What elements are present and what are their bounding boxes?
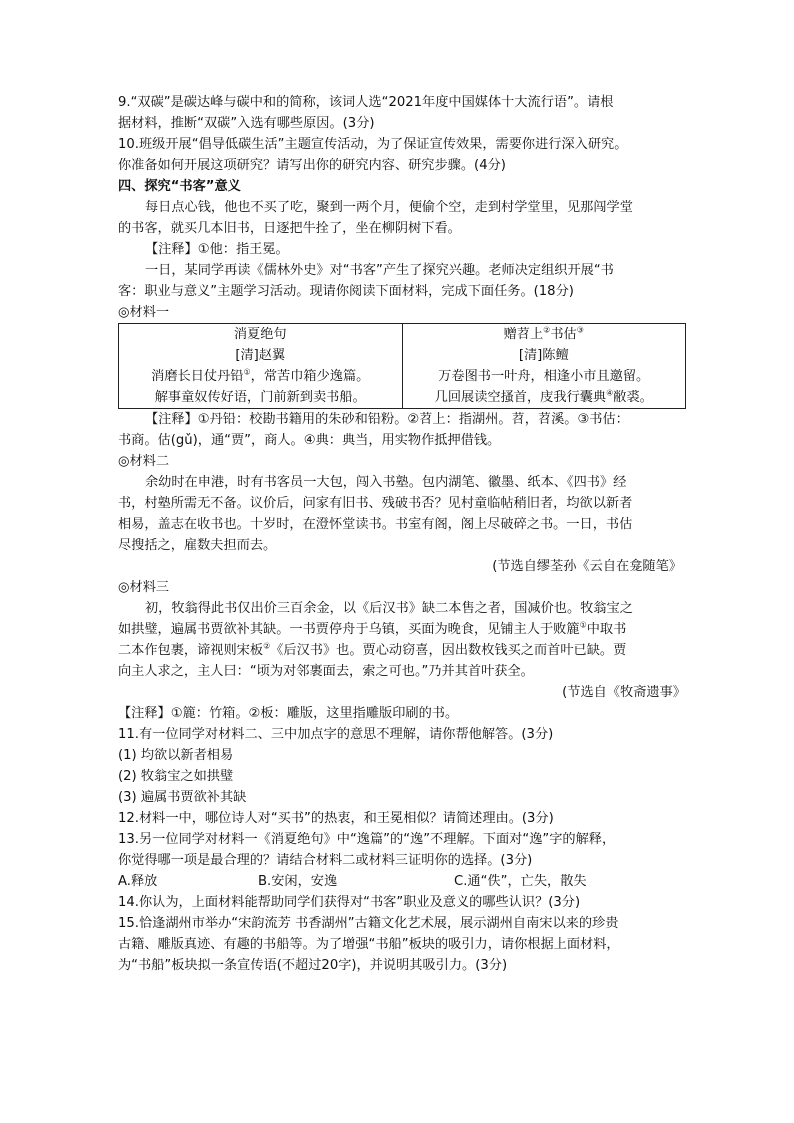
question-9-line-2: 据材料，推断“双碳”入选有哪些原因。(3分) bbox=[118, 116, 375, 131]
material-1-note-line-2: 书商。估(gǔ)，通“贾”，商人。④典：典当，用实物作抵押借钱。 bbox=[118, 433, 501, 448]
intro-passage-line-1: 每日点心钱，他也不买了吃，聚到一两个月，便偷个空，走到村学堂里，见那闯学堂 bbox=[145, 200, 633, 215]
intro-passage-line-2: 的书客，就买几本旧书，日逐把牛拴了，坐在柳阴树下看。 bbox=[118, 221, 461, 236]
question-13-line-1: 13.另一位同学对材料一《消夏绝句》中“逸篇”的“逸”不理解。下面对“逸”字的解释， bbox=[118, 832, 616, 847]
question-10-line-1: 10.班级开展“倡导低碳生活”主题宣传活动，为了保证宣传效果，需要你进行深入研究。 bbox=[118, 137, 628, 152]
poem-left-cell bbox=[119, 324, 403, 409]
option-b: B.安闲，安逸 bbox=[258, 874, 338, 889]
question-13-line-2: 你觉得哪一项是最合理的？请结合材料二或材料三证明你的选择。(3分) bbox=[118, 853, 533, 868]
poem-right-line-2: 几回展读空搔首，庋我行囊典④敝裘。 bbox=[434, 388, 653, 405]
material-3-line-2: 如拱璧，遍属书贾欲补其缺。一书贾停舟于乌镇，买面为晚食，见铺主人于败簏①中取书 bbox=[118, 620, 627, 637]
section-title: 四、探究“书客”意义 bbox=[118, 179, 241, 194]
poem-right-author: [清]陈鳣 bbox=[518, 348, 569, 363]
material-1-note-line-1: 【注释】①丹铅：校勘书籍用的朱砂和铅粉。②苕上：指湖州。苕，苕溪。③书估： bbox=[145, 412, 629, 427]
question-14: 14.你认为，上面材料能帮助同学们获得对“书客”职业及意义的哪些认识？(3分) bbox=[118, 895, 581, 910]
material-3-note: 【注释】①簏：竹箱。②板：雕版，这里指雕版印刷的书。 bbox=[118, 706, 459, 721]
material-3-line-3: 二本作包裹，谛视则宋板②《后汉书》也。贾心动窃喜，因出数枚钱买之而首叶已缺。贾 bbox=[118, 641, 627, 658]
material-3-source: (节选自《牧斋遗事》 bbox=[562, 685, 686, 700]
question-12: 12.材料一中，哪位诗人对“买书”的热衷，和王冕相似？请简述理由。(3分) bbox=[118, 811, 554, 826]
poem-left-line-2: 解事童奴传好语，门前新到卖书船。 bbox=[154, 390, 366, 405]
poem-left-author: [清]赵翼 bbox=[235, 348, 286, 363]
material-2-line-3: 相易，盖志在收书也。十岁时，在澄怀堂读书。书室有阁，阁上尽破碎之书。一日，书估 bbox=[118, 517, 633, 532]
task-intro-line-2: 客：职业与意义”主题学习活动。现请你阅读下面材料，完成下面任务。(18分) bbox=[118, 284, 574, 299]
poem-right-title: 赠苕上②书估③ bbox=[503, 325, 584, 342]
material-2-line-4: 尽搜括之，雇数夫担而去。 bbox=[118, 538, 277, 553]
question-11-item-1: (1) 均欲以新者相易 bbox=[118, 748, 234, 763]
poem-left-line-1: 消磨长日仗丹铅①，常苦巾箱少逸篇。 bbox=[151, 367, 370, 384]
exam-page bbox=[118, 92, 686, 976]
question-13-options bbox=[118, 871, 686, 892]
intro-note: 【注释】①他：指王冕。 bbox=[145, 242, 289, 257]
question-11-item-3: (3) 遍属书贾欲补其缺 bbox=[118, 790, 247, 805]
material-1-label: ◎材料一 bbox=[118, 305, 170, 320]
material-3-line-4: 向主人求之，主人曰：“顷为对邻裹面去，索之可也。”乃并其首叶获全。 bbox=[118, 664, 534, 679]
option-c: C.通“佚”，亡失，散失 bbox=[454, 874, 587, 889]
question-15-line-1: 15.恰逢湖州市举办“宋韵流芳 书香湖州”古籍文化艺术展，展示湖州自南宋以来的珍贵 bbox=[118, 916, 619, 931]
poem-table bbox=[118, 323, 686, 409]
question-10-line-2: 你准备如何开展这项研究？请写出你的研究内容、研究步骤。(4分) bbox=[118, 158, 506, 173]
question-11-item-2: (2) 牧翁宝之如拱璧 bbox=[118, 769, 234, 784]
material-2-source: (节选自缪荃孙《云自在龛随笔》 bbox=[492, 559, 682, 574]
material-3-label: ◎材料三 bbox=[118, 580, 170, 595]
material-3-line-1: 初，牧翁得此书仅出价三百余金，以《后汉书》缺二本售之者，国减价也。牧翁宝之 bbox=[145, 601, 633, 616]
question-9-line-1: 9.“双碳”是碳达峰与碳中和的简称，该词人选“2021年度中国媒体十大流行语”。请根 bbox=[118, 95, 614, 110]
poem-left-title: 消夏绝句 bbox=[233, 327, 287, 342]
option-a: A.释放 bbox=[118, 874, 158, 889]
question-15-line-2: 古籍、雕版真迹、有趣的书船等。为了增强“书船”板块的吸引力，请你根据上面材料， bbox=[118, 937, 620, 952]
material-2-line-1: 余幼时在申港，时有书客员一大包，闯入书塾。包内湖笔、徽墨、纸本、《四书》经 bbox=[145, 475, 627, 490]
poem-right-line-1: 万卷图书一叶舟，相逢小市且邀留。 bbox=[438, 369, 650, 384]
task-intro-line-1: 一日，某同学再读《儒林外史》对“书客”产生了探究兴趣。老师决定组织开展“书 bbox=[145, 263, 614, 278]
poem-right-cell bbox=[402, 324, 686, 409]
material-2-label: ◎材料二 bbox=[118, 454, 170, 469]
question-15-line-3: 为“书船”板块拟一条宣传语(不超过20字)，并说明其吸引力。(3分) bbox=[118, 958, 508, 973]
material-2-line-2: 书，村塾所需无不备。议价后，问家有旧书、残破书否？见村童临帖稍旧者，均欲以新者 bbox=[118, 496, 633, 511]
question-11: 11.有一位同学对材料二、三中加点字的意思不理解，请你帮他解答。(3分) bbox=[118, 727, 554, 742]
